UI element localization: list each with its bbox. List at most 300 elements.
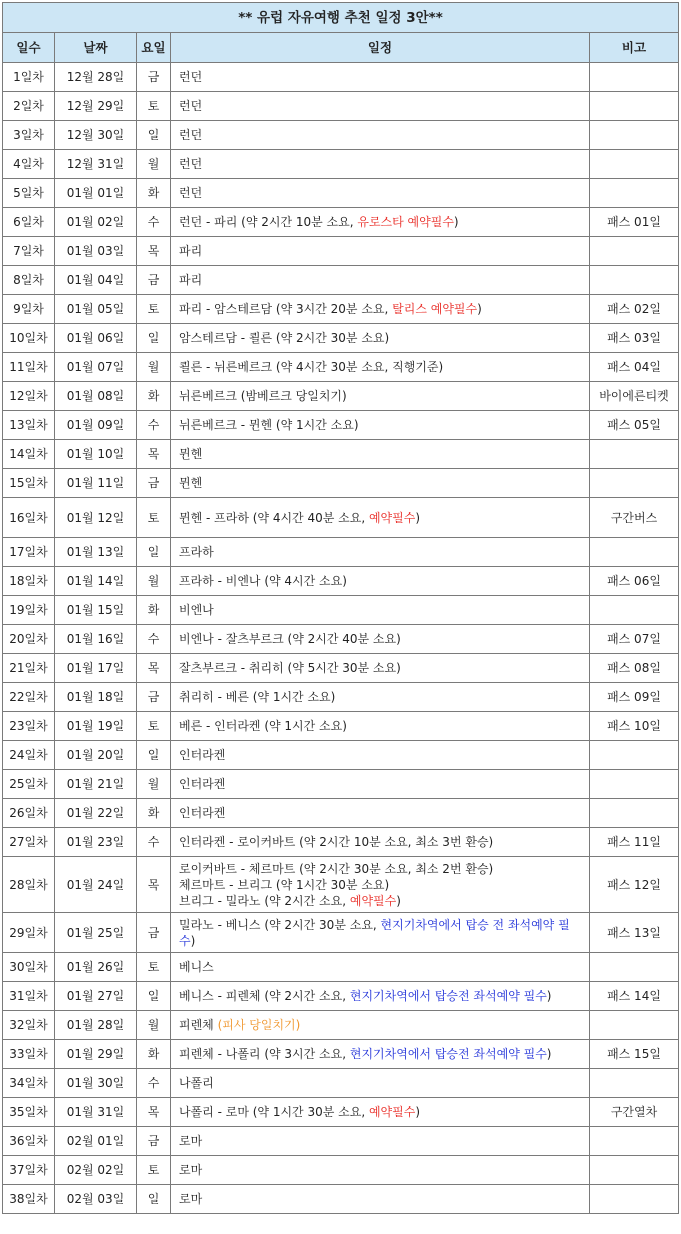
weekday-cell: 금	[137, 469, 171, 498]
table-row	[3, 799, 679, 828]
note-cell	[590, 63, 679, 92]
day-cell: 4일차	[3, 150, 55, 179]
date-cell: 01월 11일	[55, 469, 137, 498]
weekday-cell: 토	[137, 1156, 171, 1185]
schedule-line	[179, 776, 585, 792]
weekday-cell: 목	[137, 857, 171, 913]
note-cell	[590, 440, 679, 469]
date-cell: 01월 22일	[55, 799, 137, 828]
schedule-line	[179, 475, 585, 491]
weekday-cell: 일	[137, 982, 171, 1011]
schedule-line	[179, 98, 585, 114]
schedule-text: 로마	[179, 1163, 203, 1177]
weekday-cell: 금	[137, 266, 171, 295]
schedule-line	[179, 214, 585, 230]
schedule-line	[179, 127, 585, 143]
note-cell: 패스 05일	[590, 411, 679, 440]
schedule-cell	[171, 92, 590, 121]
schedule-text: 잘츠부르크 - 취리히 (약 5시간 30분 소요)	[179, 661, 401, 675]
schedule-line	[179, 446, 585, 462]
date-cell: 01월 18일	[55, 683, 137, 712]
date-cell: 01월 05일	[55, 295, 137, 324]
schedule-cell	[171, 857, 590, 913]
table-row	[3, 982, 679, 1011]
schedule-cell	[171, 63, 590, 92]
schedule-cell	[171, 799, 590, 828]
note-cell	[590, 469, 679, 498]
schedule-text: 로마	[179, 1134, 203, 1148]
day-cell: 37일차	[3, 1156, 55, 1185]
date-cell: 01월 09일	[55, 411, 137, 440]
weekday-cell: 화	[137, 179, 171, 208]
table-row	[3, 683, 679, 712]
weekday-cell: 일	[137, 741, 171, 770]
schedule-cell	[171, 1127, 590, 1156]
schedule-text: 베른 - 인터라켄 (약 1시간 소요)	[179, 719, 347, 733]
day-cell: 21일차	[3, 654, 55, 683]
schedule-text: )	[415, 510, 421, 525]
table-row	[3, 1127, 679, 1156]
table-row	[3, 179, 679, 208]
day-cell: 1일차	[3, 63, 55, 92]
day-cell: 30일차	[3, 953, 55, 982]
table-row	[3, 411, 679, 440]
day-cell: 27일차	[3, 828, 55, 857]
highlight-text: 유로스타 예약필수	[357, 215, 454, 229]
schedule-cell	[171, 382, 590, 411]
schedule-line	[179, 917, 585, 949]
highlight-text: 예약필수	[349, 893, 397, 908]
schedule-text: 쾰른 - 뉘른베르크 (약 4시간 30분 소요, 직행기준)	[179, 360, 444, 374]
schedule-text: 브리그 - 밀라노 (약 2시간 소요,	[179, 893, 350, 908]
schedule-cell	[171, 208, 590, 237]
schedule-cell	[171, 1185, 590, 1214]
table-row	[3, 208, 679, 237]
highlight-text: 현지기차역에서 탑승 전 좌석예약 필수	[179, 917, 570, 948]
schedule-text: )	[546, 1047, 552, 1061]
note-cell	[590, 121, 679, 150]
date-cell: 01월 02일	[55, 208, 137, 237]
table-row	[3, 382, 679, 411]
schedule-line	[179, 834, 585, 850]
schedule-text: 나폴리	[179, 1076, 214, 1090]
schedule-cell	[171, 440, 590, 469]
schedule-text: 체르마트 - 브리그 (약 1시간 30분 소요)	[179, 877, 390, 892]
day-cell: 38일차	[3, 1185, 55, 1214]
schedule-line	[179, 510, 585, 526]
schedule-cell	[171, 683, 590, 712]
schedule-text: 뮌헨 - 프라하 (약 4시간 40분 소요,	[179, 510, 369, 525]
day-cell: 5일차	[3, 179, 55, 208]
note-cell	[590, 179, 679, 208]
schedule-line	[179, 660, 585, 676]
note-cell	[590, 953, 679, 982]
schedule-line	[179, 805, 585, 821]
schedule-cell	[171, 654, 590, 683]
note-cell	[590, 1069, 679, 1098]
schedule-text: 뮌헨	[179, 447, 203, 461]
table-row	[3, 469, 679, 498]
date-cell: 01월 27일	[55, 982, 137, 1011]
table-row	[3, 567, 679, 596]
schedule-line	[179, 602, 585, 618]
schedule-text: 피렌체 - 나폴리 (약 3시간 소요,	[179, 1047, 350, 1061]
schedule-cell	[171, 237, 590, 266]
schedule-text: 프라하 - 비엔나 (약 4시간 소요)	[179, 574, 347, 588]
schedule-cell	[171, 1011, 590, 1040]
schedule-text: )	[415, 1105, 421, 1119]
schedule-cell	[171, 828, 590, 857]
highlight-text: (피사 당일치기)	[217, 1018, 301, 1032]
schedule-cell	[171, 567, 590, 596]
column-header-weekday: 요일	[137, 33, 171, 63]
day-cell: 32일차	[3, 1011, 55, 1040]
day-cell: 16일차	[3, 498, 55, 538]
table-row	[3, 121, 679, 150]
schedule-line	[179, 861, 585, 877]
weekday-cell: 월	[137, 1011, 171, 1040]
date-cell: 01월 25일	[55, 913, 137, 953]
day-cell: 11일차	[3, 353, 55, 382]
table-row	[3, 295, 679, 324]
date-cell: 01월 06일	[55, 324, 137, 353]
column-header-schedule: 일정	[171, 33, 590, 63]
weekday-cell: 목	[137, 237, 171, 266]
schedule-line	[179, 1133, 585, 1149]
weekday-cell: 월	[137, 567, 171, 596]
schedule-line	[179, 544, 585, 560]
table-row	[3, 538, 679, 567]
page-title: ** 유럽 자유여행 추천 일정 3안**	[3, 3, 679, 33]
table-row	[3, 953, 679, 982]
schedule-line	[179, 959, 585, 975]
schedule-line	[179, 1104, 585, 1120]
schedule-line	[179, 573, 585, 589]
schedule-text: 로마	[179, 1192, 203, 1206]
note-cell: 패스 12일	[590, 857, 679, 913]
weekday-cell: 금	[137, 63, 171, 92]
schedule-text: 밀라노 - 베니스 (약 2시간 30분 소요,	[179, 917, 381, 932]
date-cell: 01월 03일	[55, 237, 137, 266]
schedule-text: 베니스	[179, 960, 214, 974]
schedule-line	[179, 243, 585, 259]
note-cell	[590, 799, 679, 828]
date-cell: 01월 19일	[55, 712, 137, 741]
table-row	[3, 1011, 679, 1040]
day-cell: 26일차	[3, 799, 55, 828]
schedule-line	[179, 1046, 585, 1062]
date-cell: 01월 07일	[55, 353, 137, 382]
note-cell: 패스 07일	[590, 625, 679, 654]
schedule-cell	[171, 712, 590, 741]
date-cell: 01월 20일	[55, 741, 137, 770]
schedule-line	[179, 893, 585, 909]
day-cell: 36일차	[3, 1127, 55, 1156]
schedule-cell	[171, 741, 590, 770]
schedule-text: 뉘른베르크 (밤베르크 당일치기)	[179, 389, 347, 403]
table-row	[3, 654, 679, 683]
table-row	[3, 237, 679, 266]
date-cell: 01월 16일	[55, 625, 137, 654]
weekday-cell: 화	[137, 1040, 171, 1069]
schedule-line	[179, 417, 585, 433]
schedule-text: 나폴리 - 로마 (약 1시간 30분 소요,	[179, 1105, 369, 1119]
day-cell: 18일차	[3, 567, 55, 596]
weekday-cell: 토	[137, 92, 171, 121]
date-cell: 01월 29일	[55, 1040, 137, 1069]
date-cell: 01월 01일	[55, 179, 137, 208]
table-row	[3, 1098, 679, 1127]
date-cell: 01월 10일	[55, 440, 137, 469]
day-cell: 14일차	[3, 440, 55, 469]
schedule-cell	[171, 596, 590, 625]
date-cell: 01월 12일	[55, 498, 137, 538]
schedule-line	[179, 988, 585, 1004]
day-cell: 2일차	[3, 92, 55, 121]
schedule-line	[179, 1075, 585, 1091]
schedule-text: )	[396, 893, 401, 908]
schedule-cell	[171, 1069, 590, 1098]
schedule-text: 런던	[179, 186, 203, 200]
schedule-text: 비엔나 - 잘츠부르크 (약 2시간 40분 소요)	[179, 632, 401, 646]
day-cell: 9일차	[3, 295, 55, 324]
weekday-cell: 토	[137, 712, 171, 741]
schedule-line	[179, 877, 585, 893]
weekday-cell: 금	[137, 913, 171, 953]
weekday-cell: 월	[137, 150, 171, 179]
date-cell: 01월 31일	[55, 1098, 137, 1127]
schedule-line	[179, 718, 585, 734]
date-cell: 01월 17일	[55, 654, 137, 683]
day-cell: 23일차	[3, 712, 55, 741]
schedule-text: 로이커바트 - 체르마트 (약 2시간 30분 소요, 최소 2번 환승)	[179, 861, 494, 876]
table-row	[3, 1156, 679, 1185]
day-cell: 29일차	[3, 913, 55, 953]
schedule-cell	[171, 953, 590, 982]
day-cell: 33일차	[3, 1040, 55, 1069]
weekday-cell: 토	[137, 498, 171, 538]
table-row	[3, 63, 679, 92]
note-cell: 패스 06일	[590, 567, 679, 596]
schedule-cell	[171, 295, 590, 324]
date-cell: 02월 01일	[55, 1127, 137, 1156]
table-row	[3, 440, 679, 469]
schedule-text: )	[477, 302, 482, 316]
note-cell: 패스 02일	[590, 295, 679, 324]
header-row	[3, 33, 679, 63]
date-cell: 02월 02일	[55, 1156, 137, 1185]
table-row	[3, 1069, 679, 1098]
schedule-cell	[171, 498, 590, 538]
note-cell	[590, 1156, 679, 1185]
schedule-text: 런던	[179, 70, 203, 84]
date-cell: 12월 31일	[55, 150, 137, 179]
schedule-text: 파리	[179, 244, 203, 258]
schedule-cell	[171, 625, 590, 654]
schedule-text: 베니스 - 피렌체 (약 2시간 소요,	[179, 989, 350, 1003]
weekday-cell: 목	[137, 654, 171, 683]
note-cell: 패스 08일	[590, 654, 679, 683]
day-cell: 25일차	[3, 770, 55, 799]
table-row	[3, 857, 679, 913]
note-cell: 패스 15일	[590, 1040, 679, 1069]
schedule-cell	[171, 266, 590, 295]
note-cell: 구간열차	[590, 1098, 679, 1127]
note-cell	[590, 150, 679, 179]
day-cell: 7일차	[3, 237, 55, 266]
day-cell: 10일차	[3, 324, 55, 353]
schedule-line	[179, 1017, 585, 1033]
schedule-line	[179, 1191, 585, 1207]
schedule-line	[179, 330, 585, 346]
table-row	[3, 828, 679, 857]
date-cell: 02월 03일	[55, 1185, 137, 1214]
day-cell: 35일차	[3, 1098, 55, 1127]
schedule-text: 피렌체	[179, 1018, 218, 1032]
day-cell: 8일차	[3, 266, 55, 295]
schedule-line	[179, 631, 585, 647]
schedule-text: 인터라켄	[179, 748, 226, 762]
weekday-cell: 일	[137, 324, 171, 353]
weekday-cell: 수	[137, 625, 171, 654]
table-row	[3, 741, 679, 770]
schedule-text: 비엔나	[179, 603, 214, 617]
schedule-cell	[171, 982, 590, 1011]
note-cell	[590, 266, 679, 295]
day-cell: 31일차	[3, 982, 55, 1011]
schedule-text: 인터라켄 - 로이커바트 (약 2시간 10분 소요, 최소 3번 환승)	[179, 835, 494, 849]
date-cell: 01월 28일	[55, 1011, 137, 1040]
schedule-cell	[171, 538, 590, 567]
day-cell: 3일차	[3, 121, 55, 150]
schedule-cell	[171, 1040, 590, 1069]
table-row	[3, 150, 679, 179]
day-cell: 19일차	[3, 596, 55, 625]
schedule-cell	[171, 913, 590, 953]
schedule-line	[179, 156, 585, 172]
schedule-text: 런던	[179, 157, 203, 171]
itinerary-body	[3, 63, 679, 1214]
note-cell: 패스 04일	[590, 353, 679, 382]
highlight-text: 탈리스 예약필수	[392, 302, 478, 316]
weekday-cell: 수	[137, 411, 171, 440]
note-cell: 패스 10일	[590, 712, 679, 741]
date-cell: 12월 30일	[55, 121, 137, 150]
schedule-cell	[171, 770, 590, 799]
highlight-text: 현지기차역에서 탑승전 좌석예약 필수	[349, 989, 547, 1003]
schedule-cell	[171, 411, 590, 440]
day-cell: 20일차	[3, 625, 55, 654]
table-row	[3, 498, 679, 538]
schedule-cell	[171, 121, 590, 150]
day-cell: 15일차	[3, 469, 55, 498]
schedule-text: 뉘른베르크 - 뮌헨 (약 1시간 소요)	[179, 418, 359, 432]
schedule-line	[179, 747, 585, 763]
note-cell: 구간버스	[590, 498, 679, 538]
schedule-line	[179, 69, 585, 85]
schedule-text: 파리	[179, 273, 203, 287]
weekday-cell: 화	[137, 799, 171, 828]
note-cell	[590, 538, 679, 567]
table-row	[3, 1185, 679, 1214]
table-row	[3, 625, 679, 654]
weekday-cell: 화	[137, 382, 171, 411]
day-cell: 12일차	[3, 382, 55, 411]
weekday-cell: 수	[137, 208, 171, 237]
schedule-text: )	[546, 989, 552, 1003]
schedule-text: 파리 - 암스테르담 (약 3시간 20분 소요,	[179, 302, 393, 316]
schedule-text: )	[453, 215, 459, 229]
table-row	[3, 353, 679, 382]
table-row	[3, 770, 679, 799]
table-row	[3, 596, 679, 625]
note-cell: 바이에른티켓	[590, 382, 679, 411]
schedule-cell	[171, 1098, 590, 1127]
note-cell: 패스 01일	[590, 208, 679, 237]
column-header-note: 비고	[590, 33, 679, 63]
weekday-cell: 목	[137, 440, 171, 469]
date-cell: 12월 28일	[55, 63, 137, 92]
table-row	[3, 324, 679, 353]
date-cell: 01월 13일	[55, 538, 137, 567]
note-cell: 패스 11일	[590, 828, 679, 857]
date-cell: 12월 29일	[55, 92, 137, 121]
table-row	[3, 1040, 679, 1069]
schedule-cell	[171, 1156, 590, 1185]
schedule-line	[179, 689, 585, 705]
date-cell: 01월 30일	[55, 1069, 137, 1098]
weekday-cell: 토	[137, 953, 171, 982]
day-cell: 22일차	[3, 683, 55, 712]
weekday-cell: 화	[137, 596, 171, 625]
day-cell: 34일차	[3, 1069, 55, 1098]
weekday-cell: 일	[137, 121, 171, 150]
schedule-cell	[171, 324, 590, 353]
date-cell: 01월 26일	[55, 953, 137, 982]
schedule-cell	[171, 353, 590, 382]
schedule-line	[179, 1162, 585, 1178]
date-cell: 01월 21일	[55, 770, 137, 799]
schedule-cell	[171, 179, 590, 208]
weekday-cell: 목	[137, 1098, 171, 1127]
note-cell: 패스 09일	[590, 683, 679, 712]
day-cell: 28일차	[3, 857, 55, 913]
day-cell: 6일차	[3, 208, 55, 237]
schedule-line	[179, 359, 585, 375]
schedule-text: 런던 - 파리 (약 2시간 10분 소요,	[179, 215, 358, 229]
date-cell: 01월 23일	[55, 828, 137, 857]
schedule-text: 프라하	[179, 545, 214, 559]
schedule-line	[179, 185, 585, 201]
note-cell	[590, 596, 679, 625]
weekday-cell: 수	[137, 1069, 171, 1098]
schedule-text: )	[190, 933, 196, 948]
note-cell	[590, 1185, 679, 1214]
weekday-cell: 일	[137, 1185, 171, 1214]
schedule-cell	[171, 150, 590, 179]
weekday-cell: 토	[137, 295, 171, 324]
column-header-date: 날짜	[55, 33, 137, 63]
date-cell: 01월 08일	[55, 382, 137, 411]
schedule-text: 뮌헨	[179, 476, 203, 490]
highlight-text: 예약필수	[368, 510, 416, 525]
column-header-day: 일수	[3, 33, 55, 63]
weekday-cell: 일	[137, 538, 171, 567]
date-cell: 01월 24일	[55, 857, 137, 913]
day-cell: 24일차	[3, 741, 55, 770]
schedule-line	[179, 388, 585, 404]
weekday-cell: 금	[137, 1127, 171, 1156]
